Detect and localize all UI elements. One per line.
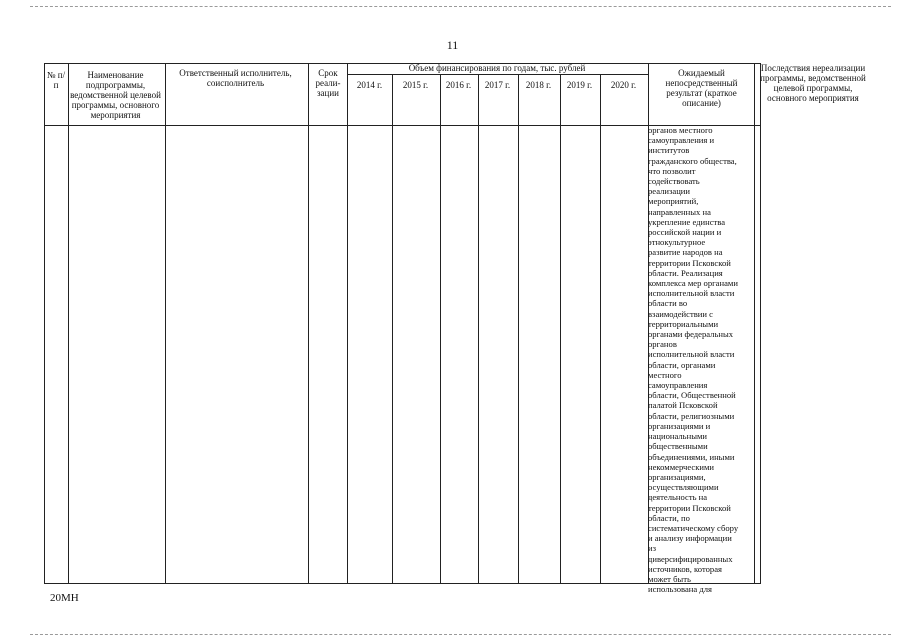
- header-year-2020: 2020 г.: [610, 80, 637, 90]
- header-funding: Объем финансирования по годам, тыс. рублей: [408, 63, 586, 73]
- header-year-2017: 2017 г.: [484, 80, 511, 90]
- header-consequences: Последствия нереализации программы, ведомственной целевой программы, основного мероприятия: [760, 63, 866, 103]
- header-executor: Ответственный исполнитель, соисполнитель: [179, 68, 292, 88]
- top-scan-edge: [30, 6, 891, 7]
- footer-code: 20МН: [50, 592, 79, 604]
- header-result: Ожидаемый непосредственный результат (краткое описание): [665, 68, 738, 108]
- header-name: Наименование подпрограммы, ведомственной целевой программы, основного мероприятия: [70, 70, 161, 120]
- header-year-2016: 2016 г.: [445, 80, 472, 90]
- result-description: органов местного самоуправления и институтов гражданского общества, что позволит содействовать реализации мероприятий, направленных на укрепление единства российской нации и этнокультурное развитие народов на территории Псковской области. Реализация комплекса мер органами исполнительной власти области во взаимодействии с территориальными органами федеральных органов исполнительной власти области, органами местного самоуправления области, Общественной палатой Псковской области, религиозными организациями и национальными общественными объединениями, иными некоммерческими организациями, осуществляющими деятельность на территории Псковской области, по систематическому сбору и анализу информации из диверсифицированных источников, которая может быть использована для: [648, 125, 739, 595]
- header-year-2014: 2014 г.: [356, 80, 383, 90]
- header-term: Срок реали-зации: [315, 68, 341, 98]
- page-number: 11: [446, 38, 459, 52]
- header-year-2018: 2018 г.: [525, 80, 552, 90]
- header-number: № п/п: [46, 70, 66, 90]
- bottom-scan-edge: [30, 634, 891, 635]
- header-year-2015: 2015 г.: [402, 80, 429, 90]
- header-year-2019: 2019 г.: [566, 80, 593, 90]
